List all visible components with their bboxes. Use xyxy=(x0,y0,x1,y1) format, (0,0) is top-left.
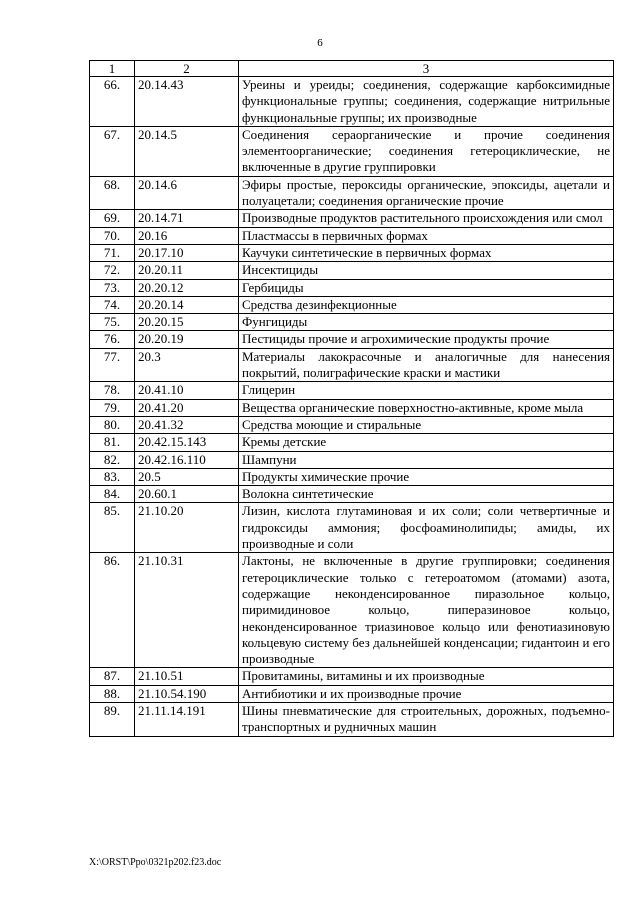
table-row xyxy=(90,176,614,210)
table-row xyxy=(90,126,614,176)
table-row xyxy=(90,77,614,127)
row-code: 20.3 xyxy=(135,348,239,382)
row-description: Глицерин xyxy=(239,382,614,399)
table-row xyxy=(90,702,614,736)
row-code: 20.20.14 xyxy=(135,296,239,313)
table-row xyxy=(90,382,614,399)
row-number: 88. xyxy=(90,685,135,702)
table-row xyxy=(90,331,614,348)
row-number: 69. xyxy=(90,210,135,227)
row-code: 20.5 xyxy=(135,468,239,485)
table-row xyxy=(90,468,614,485)
row-number: 87. xyxy=(90,668,135,685)
row-number: 78. xyxy=(90,382,135,399)
column-header-code: 2 xyxy=(135,61,239,77)
table-row xyxy=(90,553,614,668)
row-code: 20.14.71 xyxy=(135,210,239,227)
row-description: Пластмассы в первичных формах xyxy=(239,227,614,244)
table-row xyxy=(90,244,614,261)
row-number: 79. xyxy=(90,399,135,416)
column-header-description: 3 xyxy=(239,61,614,77)
row-description: Лизин, кислота глутаминовая и их соли; соли четвертичные и гидроксиды аммония; фосфоаминолипиды; амиды, их производные и соли xyxy=(239,503,614,553)
row-number: 70. xyxy=(90,227,135,244)
table-row xyxy=(90,296,614,313)
row-description: Фунгициды xyxy=(239,314,614,331)
column-header-number: 1 xyxy=(90,61,135,77)
table-row xyxy=(90,314,614,331)
row-code: 20.20.15 xyxy=(135,314,239,331)
row-code: 20.14.6 xyxy=(135,176,239,210)
table-row xyxy=(90,451,614,468)
row-number: 85. xyxy=(90,503,135,553)
row-number: 89. xyxy=(90,702,135,736)
row-number: 68. xyxy=(90,176,135,210)
table-header-row xyxy=(90,61,614,77)
row-description: Эфиры простые, пероксиды органические, эпоксиды, ацетали и полуацетали; соединения органические прочие xyxy=(239,176,614,210)
table-row xyxy=(90,210,614,227)
table-body xyxy=(90,77,614,737)
row-code: 21.10.51 xyxy=(135,668,239,685)
row-description: Шины пневматические для строительных, дорожных, подъемно-транспортных и рудничных машин xyxy=(239,702,614,736)
row-number: 84. xyxy=(90,486,135,503)
row-description: Производные продуктов растительного происхождения или смол xyxy=(239,210,614,227)
row-number: 75. xyxy=(90,314,135,331)
row-code: 20.20.11 xyxy=(135,262,239,279)
row-description: Средства моющие и стиральные xyxy=(239,416,614,433)
row-number: 81. xyxy=(90,434,135,451)
row-code: 20.14.5 xyxy=(135,126,239,176)
row-code: 21.10.20 xyxy=(135,503,239,553)
row-number: 82. xyxy=(90,451,135,468)
row-description: Лактоны, не включенные в другие группировки; соединения гетероциклические только с гетероатомом (атомами) азота, содержащие неконденсированное пиразольное кольцо, пиримидиновое кольцо, пиперазиновое кольцо, неконденсированное триазиновое кольцо или фенотиазиновую кольцевую систему без дальнейшей конденсации; гидантоин и его производные xyxy=(239,553,614,668)
row-number: 80. xyxy=(90,416,135,433)
row-code: 21.10.54.190 xyxy=(135,685,239,702)
table-row xyxy=(90,685,614,702)
row-code: 20.41.32 xyxy=(135,416,239,433)
table-row xyxy=(90,668,614,685)
table-row xyxy=(90,399,614,416)
row-code: 20.14.43 xyxy=(135,77,239,127)
row-number: 66. xyxy=(90,77,135,127)
row-number: 74. xyxy=(90,296,135,313)
row-description: Кремы детские xyxy=(239,434,614,451)
row-number: 76. xyxy=(90,331,135,348)
row-description: Пестициды прочие и агрохимические продукты прочие xyxy=(239,331,614,348)
row-description: Вещества органические поверхностно-активные, кроме мыла xyxy=(239,399,614,416)
row-description: Соединения сераорганические и прочие соединения элементоорганические; соединения гетероциклические, не включенные в другие группировки xyxy=(239,126,614,176)
row-code: 20.17.10 xyxy=(135,244,239,261)
row-number: 83. xyxy=(90,468,135,485)
row-number: 73. xyxy=(90,279,135,296)
table-row xyxy=(90,416,614,433)
row-code: 20.42.15.143 xyxy=(135,434,239,451)
row-description: Уреины и уреиды; соединения, содержащие карбоксимидные функциональные группы; соединения, содержащие нитрильные функциональные группы; их производные xyxy=(239,77,614,127)
row-code: 20.60.1 xyxy=(135,486,239,503)
row-description: Инсектициды xyxy=(239,262,614,279)
file-path-footer: X:\ORST\Ppo\0321p202.f23.doc xyxy=(89,857,222,868)
table-row xyxy=(90,279,614,296)
row-number: 71. xyxy=(90,244,135,261)
row-code: 20.16 xyxy=(135,227,239,244)
row-code: 20.42.16.110 xyxy=(135,451,239,468)
table-row xyxy=(90,503,614,553)
row-description: Антибиотики и их производные прочие xyxy=(239,685,614,702)
row-code: 20.41.20 xyxy=(135,399,239,416)
row-number: 67. xyxy=(90,126,135,176)
row-description: Провитамины, витамины и их производные xyxy=(239,668,614,685)
row-number: 72. xyxy=(90,262,135,279)
row-code: 21.11.14.191 xyxy=(135,702,239,736)
table-row xyxy=(90,434,614,451)
row-description: Средства дезинфекционные xyxy=(239,296,614,313)
row-description: Каучуки синтетические в первичных формах xyxy=(239,244,614,261)
table-row xyxy=(90,227,614,244)
row-code: 20.20.19 xyxy=(135,331,239,348)
row-number: 77. xyxy=(90,348,135,382)
row-description: Волокна синтетические xyxy=(239,486,614,503)
row-code: 20.20.12 xyxy=(135,279,239,296)
table-row xyxy=(90,262,614,279)
row-code: 21.10.31 xyxy=(135,553,239,668)
product-code-table xyxy=(89,60,614,737)
table-row xyxy=(90,348,614,382)
page-number: 6 xyxy=(317,37,323,49)
row-description: Материалы лакокрасочные и аналогичные для нанесения покрытий, полиграфические краски и мастики xyxy=(239,348,614,382)
table-row xyxy=(90,486,614,503)
row-description: Гербициды xyxy=(239,279,614,296)
row-description: Шампуни xyxy=(239,451,614,468)
row-description: Продукты химические прочие xyxy=(239,468,614,485)
row-number: 86. xyxy=(90,553,135,668)
row-code: 20.41.10 xyxy=(135,382,239,399)
